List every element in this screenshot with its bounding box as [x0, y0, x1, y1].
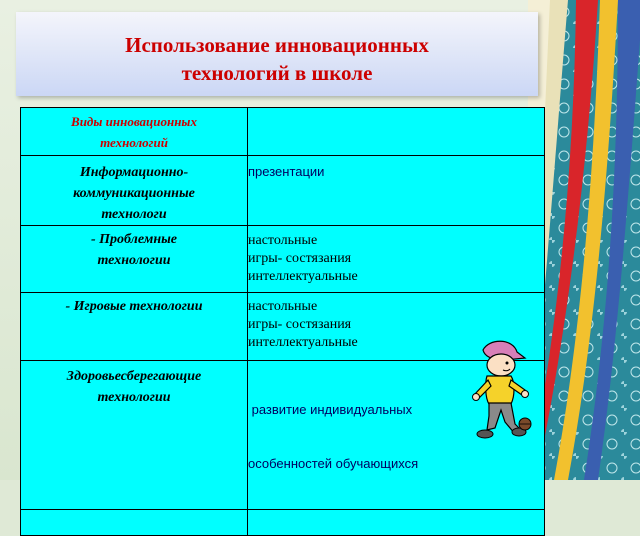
row-value-cell: [248, 226, 545, 293]
row-value-line: игры- состязания: [248, 317, 352, 332]
row-label-line: Здоровьесберегающие: [66, 369, 202, 384]
title-line-1: Использование инновационных: [125, 33, 429, 57]
slide-title: [16, 12, 538, 96]
row-label-line: - Игровые технологии: [65, 299, 203, 314]
row-label-line: технологи: [101, 207, 167, 222]
row-value-cell: [248, 156, 545, 226]
row-value-line: настольные: [248, 299, 318, 314]
table-row: [21, 156, 545, 226]
empty-cell: [248, 510, 545, 536]
row-label-cell: [21, 226, 248, 293]
row-label-cell: [21, 361, 248, 510]
row-value-line: особенностей обучающихся: [248, 456, 419, 471]
header-label-cell: [21, 108, 248, 156]
row-label-cell: [21, 156, 248, 226]
table-header-row: [21, 108, 545, 156]
row-label-line: Информационно-: [79, 165, 189, 180]
row-label-line: коммуникационные: [73, 186, 195, 201]
row-label-line: - Проблемные: [90, 232, 178, 247]
technologies-table: [20, 107, 545, 536]
row-value-line: настольные: [248, 233, 318, 248]
header-label-line-1: Виды инновационных: [71, 114, 197, 129]
title-line-2: технологий в школе: [181, 61, 373, 85]
row-value-line: интеллектуальные: [248, 335, 358, 350]
row-label-line: технологии: [97, 253, 171, 268]
boy-kicking-ball-icon: [455, 338, 545, 448]
empty-cell: [21, 510, 248, 536]
table-empty-row: [21, 510, 545, 536]
row-value-line: развитие индивидуальных: [248, 402, 413, 417]
row-value-line: интеллектуальные: [248, 269, 358, 284]
header-label-line-2: технологий: [100, 135, 168, 150]
row-label-line: технологии: [97, 390, 171, 405]
row-value-line: презентации: [248, 164, 325, 179]
header-value-cell: [248, 108, 545, 156]
row-value-line: игры- состязания: [248, 251, 352, 266]
table-row: [21, 226, 545, 293]
row-label-cell: [21, 293, 248, 361]
